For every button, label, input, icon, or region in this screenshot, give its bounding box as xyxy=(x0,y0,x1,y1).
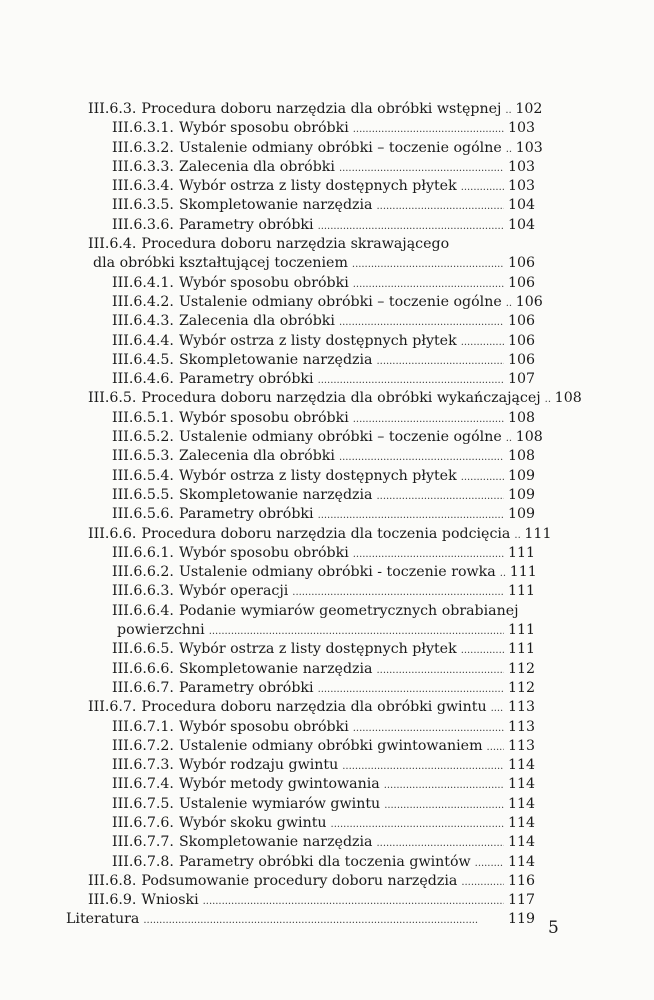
toc-entry xyxy=(88,525,552,544)
toc-entry-page: 106 xyxy=(515,293,543,310)
toc-entry-number: III.6.4.6. xyxy=(112,371,174,388)
toc-entry-title: Literatura xyxy=(66,911,140,928)
dot-leader xyxy=(377,661,505,680)
toc-entry-title: Zalecenia dla obróbki xyxy=(178,313,335,330)
toc-entry xyxy=(112,467,536,486)
toc-entry-number: III.6.6.7. xyxy=(112,679,174,696)
toc-entry-page: 114 xyxy=(508,795,536,812)
toc-entry-number: III.6.7.3. xyxy=(112,757,174,774)
toc-entry-page: 102 xyxy=(515,101,543,117)
dot-leader xyxy=(545,390,551,409)
page-number: 5 xyxy=(548,918,559,938)
toc-entry-page: 111 xyxy=(508,544,536,561)
toc-entry-title: Wybór sposobu obróbki xyxy=(178,274,349,291)
dot-leader xyxy=(377,197,505,216)
toc-entry-title: Wybór sposobu obróbki xyxy=(178,544,349,561)
toc-entry-title: dla obróbki kształtującej toczeniem xyxy=(93,255,348,272)
toc-entry-page: 111 xyxy=(509,564,537,581)
toc-entry-number: III.6.6.4. xyxy=(112,602,174,619)
toc-entry-page: 108 xyxy=(554,390,582,407)
toc-entry-title: Ustalenie odmiany obróbki – toczenie ogólne xyxy=(178,293,502,310)
dot-leader xyxy=(475,854,504,873)
toc-entry xyxy=(112,505,536,524)
toc-entry-title: Ustalenie wymiarów gwintu xyxy=(178,795,381,812)
toc-entry-number: III.6.7.4. xyxy=(112,776,174,793)
dot-leader xyxy=(318,217,504,236)
dot-leader xyxy=(353,410,504,429)
toc-entry-page: 106 xyxy=(508,313,536,330)
toc-entry xyxy=(112,640,536,659)
toc-entry-number: III.6.6. xyxy=(88,525,137,542)
toc-entry xyxy=(112,409,536,428)
dot-leader xyxy=(339,448,504,467)
toc-entry-page: 111 xyxy=(508,583,536,600)
toc-entry xyxy=(112,293,543,312)
toc-entry xyxy=(112,544,536,563)
dot-leader xyxy=(384,796,504,815)
toc-entry-number: III.6.5.5. xyxy=(112,486,174,503)
toc-entry-number: III.6.9. xyxy=(88,892,137,909)
toc-entry-page: 109 xyxy=(508,506,536,523)
dot-leader xyxy=(506,294,512,313)
toc-entry-page: 113 xyxy=(508,718,536,735)
toc-entry xyxy=(112,775,536,794)
dot-leader xyxy=(461,468,504,487)
toc-entry-number: III.6.5.6. xyxy=(112,506,174,523)
toc-entry-number: III.6.3.2. xyxy=(112,139,174,156)
toc-entry-title: Skompletowanie narzędzia xyxy=(178,197,373,214)
dot-leader xyxy=(209,622,504,641)
toc-entry-title: Ustalenie odmiany obróbki – toczenie ogólne xyxy=(178,139,502,156)
toc-entry xyxy=(112,177,536,196)
toc-entry-number: III.6.4.1. xyxy=(112,274,174,291)
toc-entry-page: 106 xyxy=(508,351,536,368)
toc-entry-title: Wybór operacji xyxy=(178,583,289,600)
toc-entry-title: Wybór sposobu obróbki xyxy=(178,718,349,735)
toc-entry-title: Parametry obróbki xyxy=(178,679,314,696)
toc-entry-number: III.6.5.4. xyxy=(112,467,174,484)
toc-entry-title: Procedura doboru narzędzia dla obróbki gwintu xyxy=(141,699,487,716)
toc-entry-page: 114 xyxy=(508,814,536,831)
toc-entry xyxy=(112,853,536,872)
toc-entry-number: III.6.7.7. xyxy=(112,834,174,851)
toc-entry xyxy=(112,216,536,235)
toc-entry-page: 103 xyxy=(508,178,536,195)
toc-entry-title: Parametry obróbki xyxy=(178,216,314,233)
dot-leader xyxy=(377,352,505,371)
dot-leader xyxy=(514,526,520,545)
dot-leader xyxy=(377,834,505,853)
toc-entry-number: III.6.3. xyxy=(88,101,137,117)
toc-entry-page: 116 xyxy=(508,872,536,889)
toc-entry-title: Wnioski xyxy=(141,892,199,909)
toc-entry-page: 111 xyxy=(508,622,536,639)
toc-entry xyxy=(112,602,530,621)
toc-entry-title: Procedura doboru narzędzia dla obróbki wykańczającej xyxy=(141,390,541,407)
toc-entry-page: 114 xyxy=(508,757,536,774)
toc-entry-number: III.6.8. xyxy=(88,872,137,889)
toc-entry xyxy=(112,428,543,447)
dot-leader xyxy=(143,911,504,930)
toc-entry-title: Skompletowanie narzędzia xyxy=(178,351,373,368)
table-of-contents xyxy=(0,100,654,930)
toc-entry-title: Zalecenia dla obróbki xyxy=(178,158,335,175)
toc-entry xyxy=(88,698,536,717)
toc-entry-title: Skompletowanie narzędzia xyxy=(178,834,373,851)
toc-entry-page: 109 xyxy=(508,486,536,503)
toc-entry xyxy=(112,274,536,293)
toc-entry-title: Ustalenie odmiany obróbki – toczenie ogólne xyxy=(178,429,502,446)
toc-entry-page: 117 xyxy=(508,892,536,909)
toc-entry xyxy=(88,235,530,254)
toc-entry-page: 112 xyxy=(508,679,536,696)
toc-entry xyxy=(112,196,536,215)
toc-entry-title: Ustalenie odmiany obróbki - toczenie rowka xyxy=(178,564,496,581)
toc-entry-page: 103 xyxy=(515,139,543,156)
toc-entry-title: Ustalenie odmiany obróbki gwintowaniem xyxy=(178,737,483,754)
toc-entry-page: 111 xyxy=(524,525,552,542)
toc-entry-title: Wybór skoku gwintu xyxy=(178,814,327,831)
toc-entry-page: 106 xyxy=(508,332,536,349)
toc-entry xyxy=(112,563,537,582)
toc-entry-title: Skompletowanie narzędzia xyxy=(178,486,373,503)
dot-leader xyxy=(318,371,504,390)
toc-entry xyxy=(112,139,543,158)
toc-entry-page: 109 xyxy=(508,467,536,484)
toc-entry-title: Wybór rodzaju gwintu xyxy=(178,757,339,774)
toc-entry-title: Wybór ostrza z listy dostępnych płytek xyxy=(178,641,457,658)
toc-entry xyxy=(88,254,536,273)
toc-entry-page: 103 xyxy=(508,120,536,137)
toc-entry-number: III.6.6.5. xyxy=(112,641,174,658)
toc-entry-page: 112 xyxy=(508,660,536,677)
toc-entry-page: 108 xyxy=(508,409,536,426)
toc-entry-number: III.6.5.2. xyxy=(112,429,174,446)
toc-entry-number: III.6.7. xyxy=(88,699,137,716)
toc-entry-page: 106 xyxy=(508,274,536,291)
toc-entry xyxy=(112,312,536,331)
toc-entry-title: Podsumowanie procedury doboru narzędzia xyxy=(141,872,458,889)
toc-entry-title: Skompletowanie narzędzia xyxy=(178,660,373,677)
toc-entry xyxy=(112,332,536,351)
toc-entry-page: 106 xyxy=(508,255,536,272)
dot-leader xyxy=(339,159,504,178)
dot-leader xyxy=(318,506,504,525)
toc-entry-page: 111 xyxy=(508,641,536,658)
toc-entry xyxy=(112,756,536,775)
toc-entry-title: Procedura doboru narzędzia dla obróbki wstępnej xyxy=(141,101,502,117)
toc-entry xyxy=(112,795,536,814)
toc-entry-page: 119 xyxy=(508,911,536,928)
toc-entry-number: III.6.7.6. xyxy=(112,814,174,831)
toc-entry-page: 107 xyxy=(508,371,536,388)
toc-entry-number: III.6.4.5. xyxy=(112,351,174,368)
toc-entry xyxy=(66,910,536,929)
toc-entry-title: Procedura doboru narzędzia dla toczenia podcięcia xyxy=(141,525,511,542)
toc-entry xyxy=(112,447,536,466)
toc-entry-number: III.6.3.3. xyxy=(112,158,174,175)
toc-entry-number: III.6.4. xyxy=(88,236,137,253)
toc-entry-title: Podanie wymiarów geometrycznych obrabianej xyxy=(178,602,519,619)
dot-leader xyxy=(487,738,504,757)
toc-entry xyxy=(88,872,536,891)
toc-entry xyxy=(112,737,536,756)
dot-leader xyxy=(500,564,506,583)
toc-entry-page: 114 xyxy=(508,853,536,870)
toc-entry xyxy=(112,660,536,679)
dot-leader xyxy=(461,178,504,197)
toc-entry-number: III.6.7.8. xyxy=(112,853,174,870)
dot-leader xyxy=(377,487,505,506)
toc-entry-number: III.6.3.6. xyxy=(112,216,174,233)
toc-entry xyxy=(88,100,543,119)
toc-entry-title: Parametry obróbki xyxy=(178,506,314,523)
dot-leader xyxy=(505,101,511,120)
toc-entry-title: Zalecenia dla obróbki xyxy=(178,448,335,465)
dot-leader xyxy=(461,873,504,892)
toc-entry xyxy=(112,814,536,833)
toc-entry-title: Wybór ostrza z listy dostępnych płytek xyxy=(178,178,457,195)
toc-entry-number: III.6.5.3. xyxy=(112,448,174,465)
toc-entry-number: III.6.7.5. xyxy=(112,795,174,812)
toc-entry xyxy=(112,370,536,389)
toc-entry xyxy=(112,718,536,737)
toc-entry-number: III.6.6.1. xyxy=(112,544,174,561)
dot-leader xyxy=(461,333,504,352)
dot-leader xyxy=(292,583,504,602)
dot-leader xyxy=(353,120,504,139)
toc-entry-title: Parametry obróbki dla toczenia gwintów xyxy=(178,853,471,870)
toc-entry-title: Wybór ostrza z listy dostępnych płytek xyxy=(178,467,457,484)
toc-entry-number: III.6.5.1. xyxy=(112,409,174,426)
toc-entry xyxy=(112,119,536,138)
dot-leader xyxy=(331,815,504,834)
dot-leader xyxy=(506,140,512,159)
toc-entry-number: III.6.7.2. xyxy=(112,737,174,754)
dot-leader xyxy=(203,892,504,911)
toc-entry xyxy=(112,158,536,177)
dot-leader xyxy=(353,275,504,294)
toc-entry xyxy=(88,891,536,910)
toc-entry xyxy=(88,389,582,408)
dot-leader xyxy=(352,255,504,274)
toc-entry-number: III.6.3.1. xyxy=(112,120,174,137)
toc-entry-page: 108 xyxy=(515,429,543,446)
toc-entry-number: III.6.6.6. xyxy=(112,660,174,677)
toc-entry xyxy=(112,833,536,852)
dot-leader xyxy=(318,680,504,699)
dot-leader xyxy=(353,545,504,564)
toc-entry-page: 114 xyxy=(508,834,536,851)
toc-entry-title: Wybór sposobu obróbki xyxy=(178,120,349,137)
toc-entry-page: 113 xyxy=(508,699,536,716)
toc-entry-page: 103 xyxy=(508,158,536,175)
dot-leader xyxy=(506,429,512,448)
dot-leader xyxy=(353,719,504,738)
toc-entry-page: 113 xyxy=(508,737,536,754)
dot-leader xyxy=(384,776,504,795)
toc-entry xyxy=(112,621,536,640)
toc-entry-title: powierzchni xyxy=(117,622,205,639)
toc-entry-page: 104 xyxy=(508,216,536,233)
dot-leader xyxy=(339,313,504,332)
dot-leader xyxy=(461,641,504,660)
toc-entry-page: 104 xyxy=(508,197,536,214)
toc-entry-number: III.6.3.4. xyxy=(112,178,174,195)
dot-leader xyxy=(491,699,504,718)
toc-entry xyxy=(112,486,536,505)
toc-entry-page: 114 xyxy=(508,776,536,793)
toc-entry-title: Wybór sposobu obróbki xyxy=(178,409,349,426)
toc-entry xyxy=(112,351,536,370)
toc-entry-number: III.6.6.2. xyxy=(112,564,174,581)
toc-entry-number: III.6.7.1. xyxy=(112,718,174,735)
toc-entry-title: Parametry obróbki xyxy=(178,371,314,388)
toc-entry-page: 108 xyxy=(508,448,536,465)
toc-entry-title: Wybór ostrza z listy dostępnych płytek xyxy=(178,332,457,349)
toc-entry-number: III.6.4.4. xyxy=(112,332,174,349)
toc-entry-title: Wybór metody gwintowania xyxy=(178,776,380,793)
toc-entry-title: Procedura doboru narzędzia skrawającego xyxy=(141,236,450,253)
toc-entry-number: III.6.3.5. xyxy=(112,197,174,214)
toc-entry xyxy=(112,582,536,601)
dot-leader xyxy=(342,757,504,776)
toc-entry-number: III.6.4.2. xyxy=(112,293,174,310)
toc-entry-number: III.6.6.3. xyxy=(112,583,174,600)
toc-entry-number: III.6.5. xyxy=(88,390,137,407)
toc-entry xyxy=(112,679,536,698)
toc-entry-number: III.6.4.3. xyxy=(112,313,174,330)
